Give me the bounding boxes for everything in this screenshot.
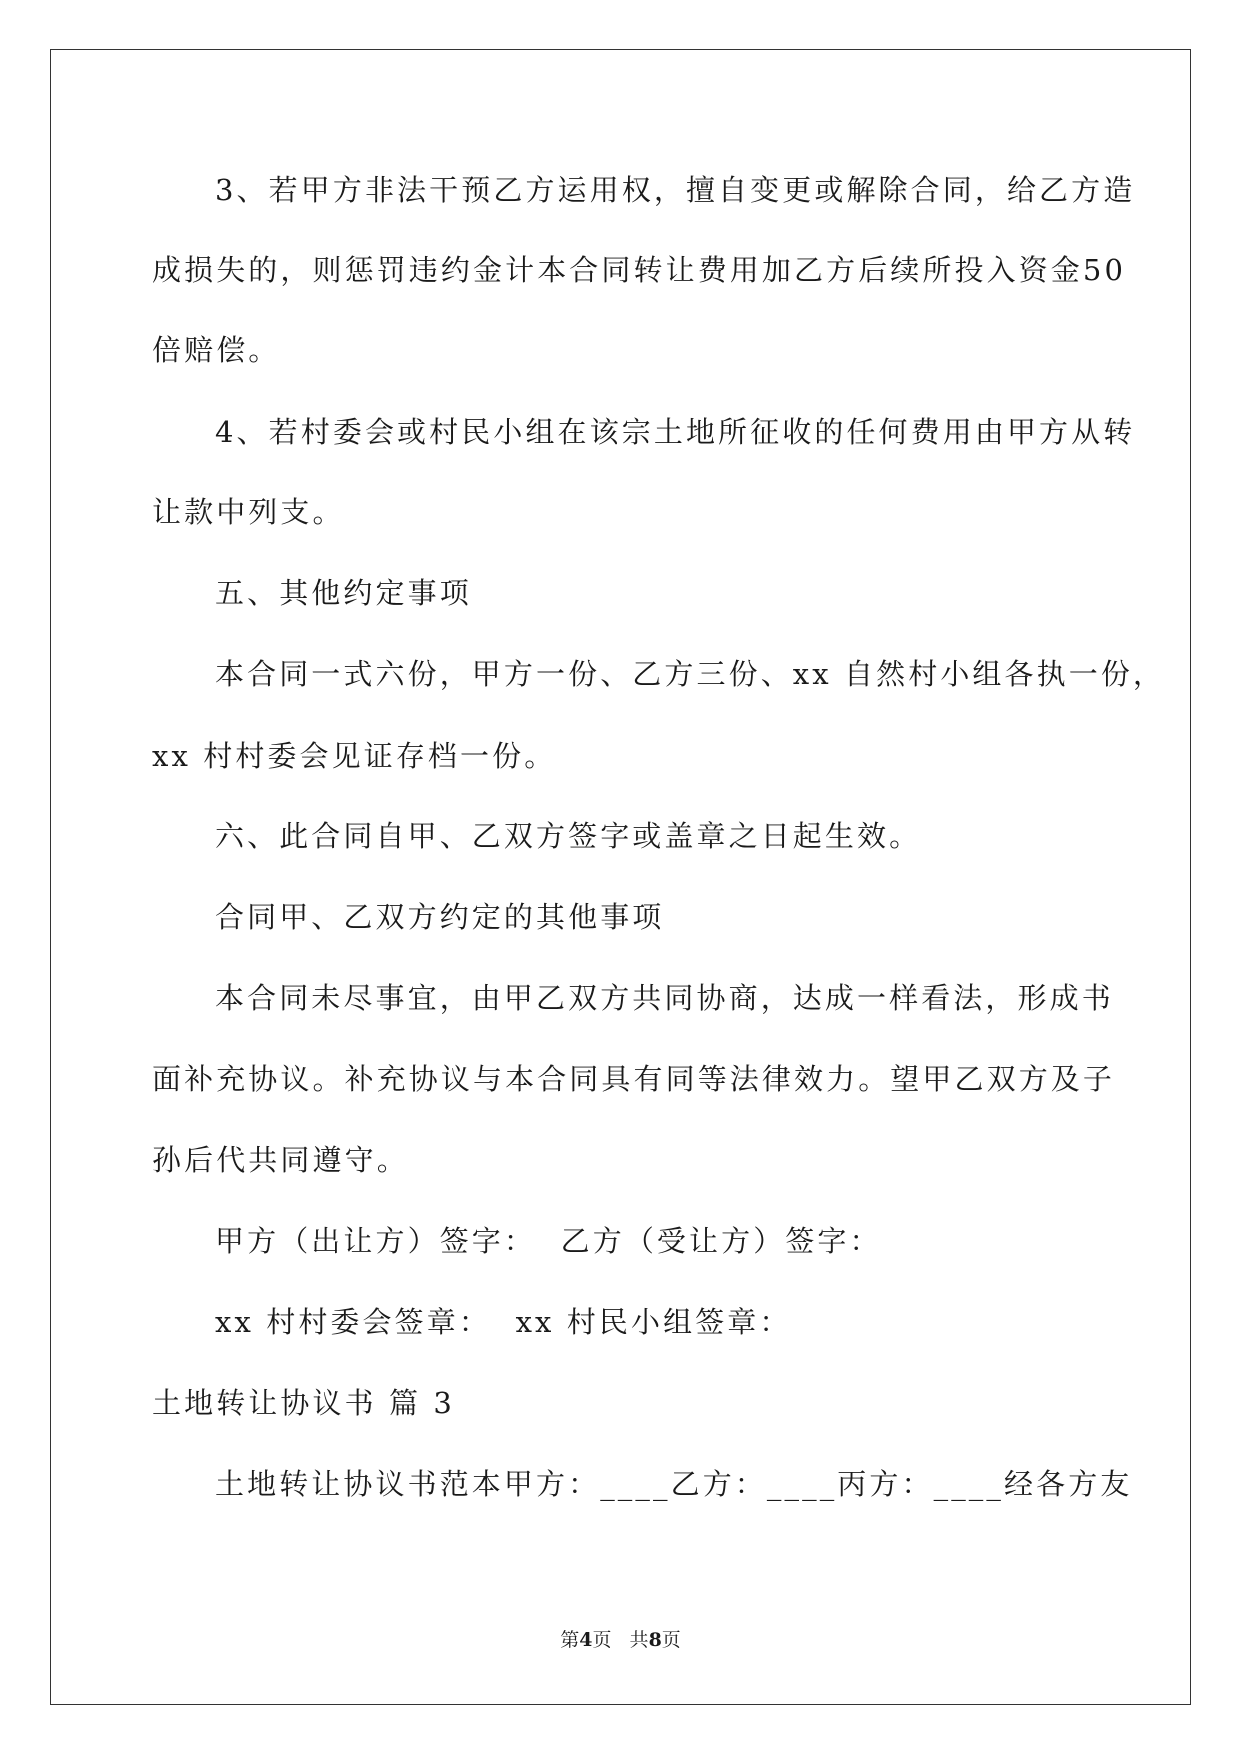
footer-prefix: 第 xyxy=(560,1629,580,1651)
footer-total-pages: 8 xyxy=(648,1629,662,1651)
footer-current-page: 4 xyxy=(579,1629,593,1651)
seal-line: xx 村村委会签章： xx 村民小组签章： xyxy=(215,1305,792,1339)
paragraph-line: 倍赔偿。 xyxy=(152,333,281,367)
paragraph-line: 六、此合同自甲、乙双方签字或盖章之日起生效。 xyxy=(215,819,922,853)
paragraph-line: 土地转让协议书范本甲方：____乙方：____丙方：____经各方友 xyxy=(215,1467,1133,1501)
paragraph-line: 孙后代共同遵守。 xyxy=(152,1143,409,1177)
paragraph-line: 成损失的，则惩罚违约金计本合同转让费用加乙方后续所投入资金50 xyxy=(152,253,1127,287)
section-title: 土地转让协议书 篇 3 xyxy=(152,1386,455,1420)
paragraph-line: 3、若甲方非法干预乙方运用权，擅自变更或解除合同，给乙方造 xyxy=(215,173,1136,207)
paragraph-line: 面补充协议。补充协议与本合同具有同等法律效力。望甲乙双方及子 xyxy=(152,1062,1116,1096)
paragraph-line: 让款中列支。 xyxy=(152,495,345,529)
footer-middle: 页 共 xyxy=(592,1629,649,1651)
paragraph-line: 4、若村委会或村民小组在该宗土地所征收的任何费用由甲方从转 xyxy=(215,415,1136,449)
page-border xyxy=(50,49,1191,1705)
footer-suffix: 页 xyxy=(661,1629,681,1651)
paragraph-line: 本合同一式六份，甲方一份、乙方三份、xx 自然村小组各执一份， xyxy=(215,657,1166,691)
signature-line: 甲方（出让方）签字： 乙方（受让方）签字： xyxy=(215,1224,882,1258)
page-footer xyxy=(0,1626,1241,1654)
paragraph-line: xx 村村委会见证存档一份。 xyxy=(152,739,557,773)
paragraph-line: 合同甲、乙双方约定的其他事项 xyxy=(215,900,665,934)
paragraph-line: 本合同未尽事宜，由甲乙双方共同协商，达成一样看法，形成书 xyxy=(215,981,1114,1015)
section-heading: 五、其他约定事项 xyxy=(215,576,472,610)
